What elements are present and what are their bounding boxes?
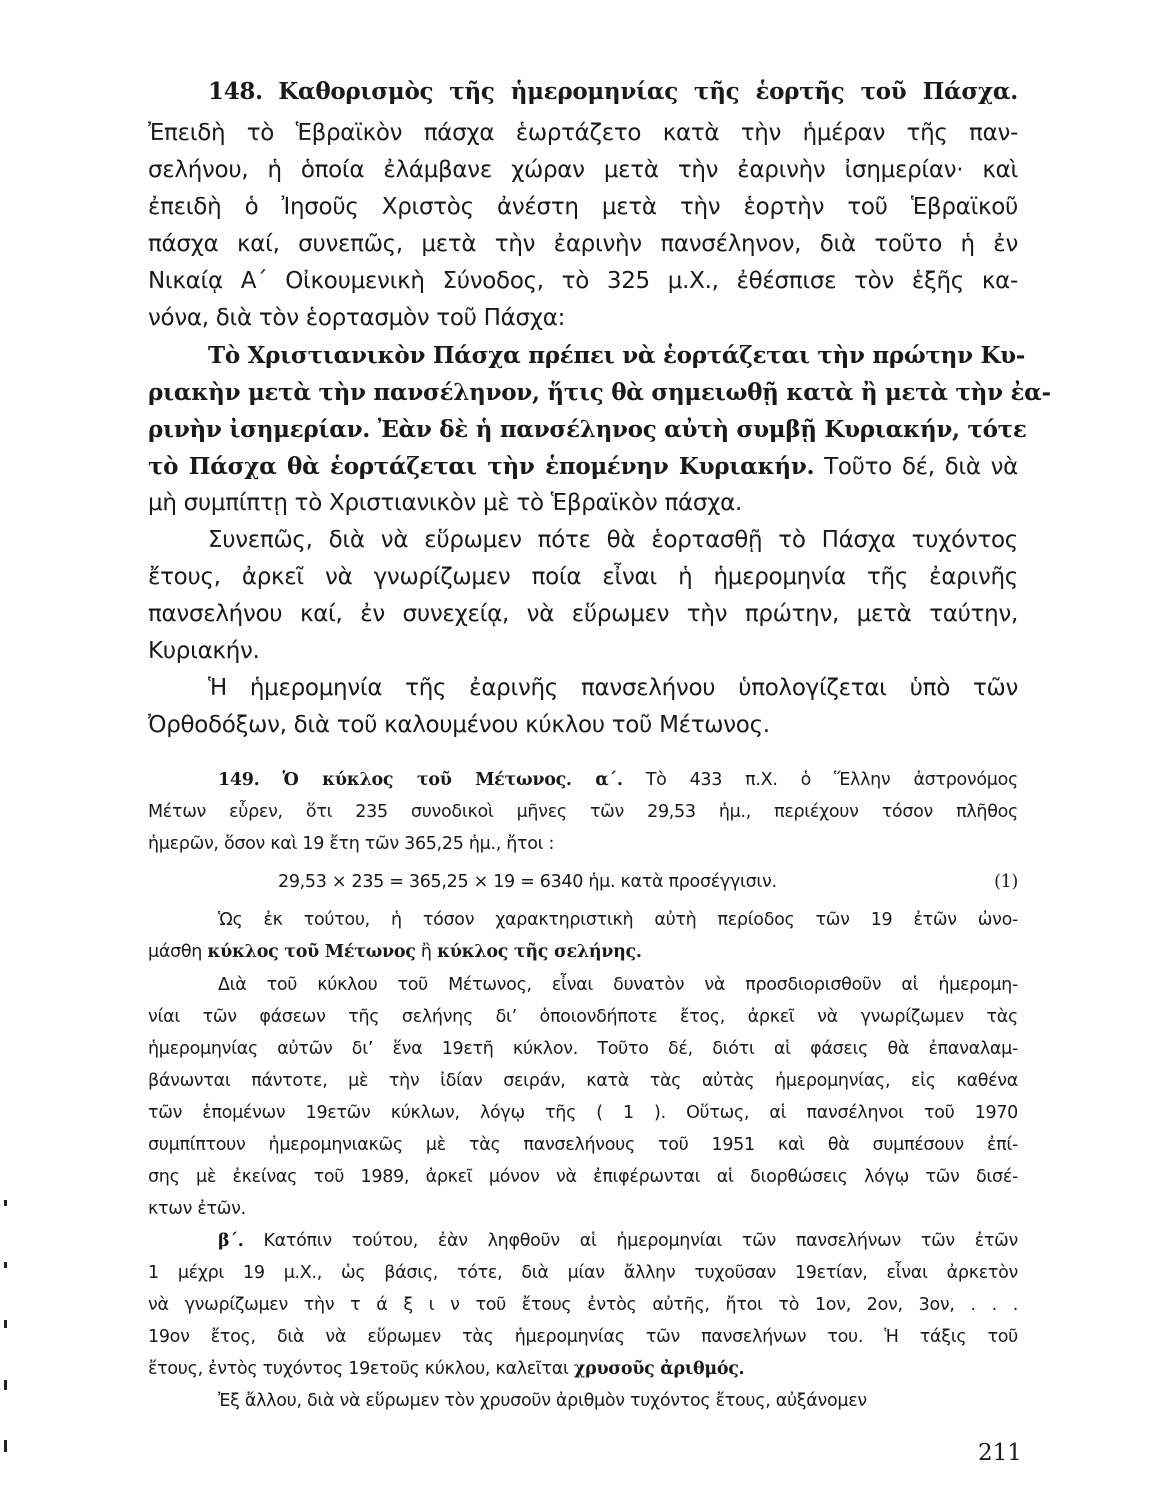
text-line: Ἐπειδὴ τὸ Ἑβραϊκὸν πάσχα ἑωρτάζετο κατὰ τὴν ἡμέραν τῆς παν-	[148, 120, 1018, 146]
section-149-first-text: Τὸ 433 π.Χ. ὁ Ἕλλην ἀστρονόμος	[645, 770, 1019, 790]
section-148-heading	[148, 78, 1018, 105]
text-line: τῶν ἑπομένων 19ετῶν κύκλων, λόγῳ τῆς ( 1 ). Οὕτως, αἱ πανσέληνοι τοῦ 1970	[148, 1103, 1018, 1123]
text-fragment: ἢ	[420, 942, 432, 962]
section-149-heading	[218, 770, 1018, 790]
text-line: 19ον ἔτος, διὰ νὰ εὕρωμεν τὰς ἡμερομηνίας τῶν πανσελήνων του. Ἡ τάξις τοῦ	[148, 1327, 1018, 1347]
page-number: 211	[978, 1440, 1022, 1466]
section-148-title: Καθορισμὸς τῆς ἡμερομηνίας τῆς ἑορτῆς τοῦ Πάσχα.	[278, 78, 1018, 105]
edge-mark	[4, 1380, 7, 1390]
text-line: ἡμερομηνίας αὐτῶν δι’ ἕνα 19ετῆ κύκλον. Τοῦτο δέ, διότι αἱ φάσεις θὰ ἐπαναλαμ-	[148, 1039, 1018, 1059]
text-line: Νικαίᾳ Α΄ Οἰκουμενικὴ Σύνοδος, τὸ 325 μ.Χ., ἐθέσπισε τὸν ἑξῆς κα-	[148, 268, 1018, 294]
text-line-mixed	[148, 942, 1018, 962]
term-metonic-cycle: κύκλος τοῦ Μέτωνος	[207, 942, 416, 962]
edge-mark	[4, 1320, 7, 1328]
text-line: Ἐξ ἄλλου, διὰ νὰ εὕρωμεν τὸν χρυσοῦν ἀριθμὸν τυχόντος ἔτους, αὐξάνομεν	[218, 1391, 867, 1411]
rule-normal-text: Τοῦτο δέ, διὰ νὰ	[824, 454, 1019, 480]
text-line: σελήνου, ἡ ὁποία ἐλάμβανε χώραν μετὰ τὴν ἐαρινὴν ἰσημερίαν· καὶ	[148, 157, 1018, 183]
term-golden-number: χρυσοῦς ἀριθμός.	[573, 1359, 745, 1379]
text-line: κτων ἐτῶν.	[148, 1199, 246, 1219]
rule-last-line	[148, 453, 1018, 480]
text-line: ἡμερῶν, ὅσον καὶ 19 ἔτη τῶν 365,25 ἡμ., ἤτοι :	[148, 834, 555, 854]
edge-mark	[4, 1262, 7, 1268]
text-line: ἔτους, ἀρκεῖ νὰ γνωρίζωμεν ποία εἶναι ἡ ἡμερομηνία τῆς ἐαρινῆς	[148, 564, 1018, 590]
text-line-mixed	[148, 1359, 1018, 1379]
text-line: συμπίπτουν ἡμερομηνιακῶς μὲ τὰς πανσελήνους τοῦ 1951 καὶ θὰ συμπέσουν ἐπί-	[148, 1135, 1018, 1155]
text-line: Ὡς ἐκ τούτου, ἡ τόσον χαρακτηριστικὴ αὐτὴ περίοδος τῶν 19 ἐτῶν ὠνο-	[218, 910, 1018, 930]
edge-mark	[4, 1200, 7, 1206]
text-line: Συνεπῶς, διὰ νὰ εὕρωμεν πότε θὰ ἑορτασθῇ τὸ Πάσχα τυχόντος	[208, 527, 1018, 553]
text-line: βάνωνται πάντοτε, μὲ τὴν ἰδίαν σειράν, κατὰ τὰς αὐτὰς ἡμερομηνίας, εἰς καθένα	[148, 1071, 1018, 1091]
text-fragment: Κατόπιν τούτου, ἐὰν ληφθοῦν αἱ ἡμερομηνίαι τῶν πανσελήνων τῶν ἐτῶν	[263, 1231, 1019, 1251]
text-line: 1 μέχρι 19 μ.Χ., ὡς βάσις, τότε, διὰ μίαν ἄλλην τυχοῦσαν 19ετίαν, εἶναι ἀρκετὸν	[148, 1263, 1018, 1283]
rule-line: ριακὴν μετὰ τὴν πανσέληνον, ἥτις θὰ σημειωθῇ κατὰ ἢ μετὰ τὴν ἐα-	[148, 379, 1051, 406]
equation: 29,53 × 235 = 365,25 × 19 = 6340 ἡμ. κατὰ προσέγγισιν.	[278, 872, 777, 892]
text-line: Κυριακήν.	[148, 638, 260, 664]
text-fragment: μάσθη	[148, 942, 203, 962]
text-line: Ἡ ἡμερομηνία τῆς ἐαρινῆς πανσελήνου ὑπολογίζεται ὑπὸ τῶν	[208, 675, 1018, 701]
text-line: Ὀρθοδόξων, διὰ τοῦ καλουμένου κύκλου τοῦ Μέτωνος.	[148, 712, 770, 738]
text-line: ἐπειδὴ ὁ Ἰησοῦς Χριστὸς ἀνέστη μετὰ τὴν ἑορτὴν τοῦ Ἑβραϊκοῦ	[148, 194, 1018, 220]
text-line: νόνα, διὰ τὸν ἑορτασμὸν τοῦ Πάσχα:	[148, 305, 566, 331]
text-fragment: ἔτους, ἐντὸς τυχόντος 19ετοῦς κύκλου, καλεῖται	[148, 1359, 569, 1379]
section-149-number: 149.	[218, 770, 260, 790]
rule-bold-text: τὸ Πάσχα θὰ ἑορτάζεται τὴν ἑπομένην Κυριακήν.	[148, 453, 815, 480]
text-line: σης μὲ ἐκείνας τοῦ 1989, ἀρκεῖ μόνον νὰ ἐπιφέρωνται αἱ διορθώσεις λόγῳ τῶν δισέ-	[148, 1167, 1018, 1187]
text-line: πάσχα καί, συνεπῶς, μετὰ τὴν ἐαρινὴν πανσέληνον, διὰ τοῦτο ἡ ἐν	[148, 231, 1018, 257]
section-149-title: Ὁ κύκλος τοῦ Μέτωνος. α΄.	[282, 770, 623, 790]
term-lunar-cycle: κύκλος τῆς σελήνης.	[436, 942, 642, 962]
text-line: Διὰ τοῦ κύκλου τοῦ Μέτωνος, εἶναι δυνατὸν νὰ προσδιορισθοῦν αἱ ἡμερομη-	[218, 975, 1018, 995]
text-line: νίαι τῶν φάσεων τῆς σελήνης δι’ ὁποιονδήποτε ἔτος, ἀρκεῖ νὰ γνωρίζωμεν τὰς	[148, 1007, 1018, 1027]
text-line: Μέτων εὗρεν, ὅτι 235 συνοδικοὶ μῆνες τῶν 29,53 ἡμ., περιέχουν τόσον πλῆθος	[148, 802, 1018, 822]
equation-number: (1)	[994, 872, 1018, 892]
text-line: πανσελήνου καί, ἐν συνεχείᾳ, νὰ εὕρωμεν τὴν πρώτην, μετὰ ταύτην,	[148, 601, 1018, 627]
edge-mark	[4, 1440, 7, 1452]
section-148-number: 148.	[208, 78, 263, 105]
beta-label: β΄.	[218, 1231, 244, 1251]
text-line: μὴ συμπίπτῃ τὸ Χριστιανικὸν μὲ τὸ Ἑβραϊκὸν πάσχα.	[148, 490, 743, 516]
equation-row	[278, 872, 1018, 892]
text-line: νὰ γνωρίζωμεν τὴν τ ά ξ ι ν τοῦ ἔτους ἐντὸς αὐτῆς, ἤτοι τὸ 1ον, 2ον, 3ον, . . .	[148, 1295, 1018, 1315]
rule-line: ρινὴν ἰσημερίαν. Ἐὰν δὲ ἡ πανσέληνος αὐτὴ συμβῇ Κυριακήν, τότε	[148, 416, 1027, 443]
rule-line: Τὸ Χριστιανικὸν Πάσχα πρέπει νὰ ἑορτάζεται τὴν πρώτην Κυ-	[208, 342, 1026, 369]
beta-first-line	[218, 1231, 1018, 1251]
